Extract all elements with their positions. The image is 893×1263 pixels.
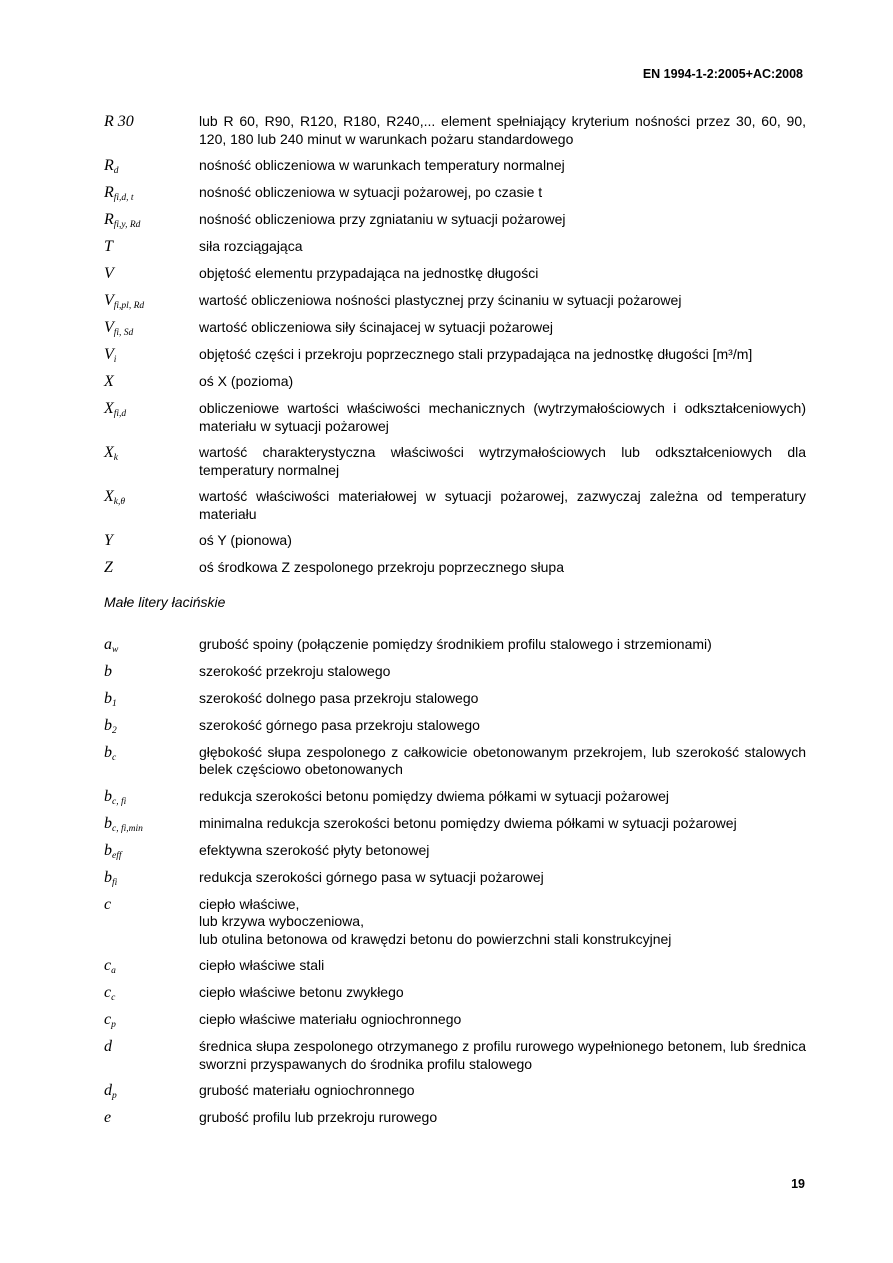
definition-line: grubość profilu lub przekroju rurowego xyxy=(199,1109,438,1125)
symbol-base: d xyxy=(104,1038,112,1055)
definition-line: szerokość przekroju stalowego xyxy=(199,662,391,679)
symbol-base: V xyxy=(104,265,114,282)
definition-text xyxy=(199,690,806,708)
symbol-definitions xyxy=(104,113,806,1136)
definition-row xyxy=(104,984,806,1002)
symbol-subscript: fi xyxy=(112,877,118,888)
definition-text xyxy=(199,636,806,654)
lowercase-letters-list xyxy=(104,636,806,1128)
definition-line: szerokość dolnego pasa przekroju stalowego xyxy=(199,689,479,706)
definition-line: grubość spoiny (połączenie pomiędzy środnikiem profilu stalowego i strzemionami) xyxy=(199,635,712,652)
definition-text xyxy=(199,744,806,779)
symbol-subscript: c xyxy=(111,993,116,1003)
definition-row xyxy=(104,869,806,887)
symbol xyxy=(104,1082,199,1100)
definition-row xyxy=(104,788,806,806)
definition-row xyxy=(104,184,806,202)
definition-text xyxy=(199,346,806,364)
definition-line: oś środkowa Z zespolonego przekroju poprzecznego słupa xyxy=(199,559,564,575)
symbol xyxy=(104,265,199,283)
definition-line: lub R 60, R90, R120, R180, R240,... element spełniający kryterium nośności przez 30, 60, 90, 120, 180 lub 240 minut w warunkach pożaru standardowego xyxy=(199,113,806,147)
symbol-base: Y xyxy=(104,532,113,549)
symbol xyxy=(104,346,199,364)
definition-line: głębokość słupa zespolonego z całkowicie obetonowanym przekrojem, lub szerokość stalowych belek częściowo obetonowanych xyxy=(199,743,806,777)
definition-row xyxy=(104,265,806,283)
definition-text xyxy=(199,788,806,806)
definition-row xyxy=(104,488,806,523)
definition-row xyxy=(104,238,806,256)
definition-text xyxy=(199,815,806,833)
definition-text xyxy=(199,1082,806,1100)
symbol-subscript: fi,d, t xyxy=(113,193,134,203)
definition-text xyxy=(199,400,806,435)
definition-text xyxy=(199,842,806,860)
symbol xyxy=(104,663,199,681)
symbol xyxy=(104,744,199,779)
definition-text xyxy=(199,869,806,887)
definition-line: ciepło właściwe, xyxy=(199,895,300,912)
definition-row xyxy=(104,400,806,435)
definition-text xyxy=(199,984,806,1002)
definition-line: lub krzywa wyboczeniowa, xyxy=(199,913,364,929)
symbol-base: d xyxy=(104,1082,112,1099)
definition-text xyxy=(199,663,806,681)
definition-text xyxy=(199,184,806,202)
symbol xyxy=(104,815,199,833)
definition-row xyxy=(104,1011,806,1029)
definition-line: objętość elementu przypadająca na jednostkę długości xyxy=(199,265,539,281)
definition-line: ciepło właściwe betonu zwykłego xyxy=(199,984,404,1000)
symbol-base: V xyxy=(104,319,114,336)
symbol-base: X xyxy=(104,488,114,505)
definition-line: lub otulina betonowa od krawędzi betonu do powierzchni stali konstrukcyjnej xyxy=(199,930,672,947)
definition-row xyxy=(104,663,806,681)
symbol-base: e xyxy=(104,1109,112,1126)
symbol xyxy=(104,690,199,708)
symbol-subscript: eff xyxy=(112,850,122,861)
symbol-base: b xyxy=(104,743,112,761)
symbol-subscript: k,θ xyxy=(113,497,126,507)
symbol-base: c xyxy=(104,1011,112,1028)
definition-row xyxy=(104,346,806,364)
symbol-base: R 30 xyxy=(104,113,134,130)
definition-row xyxy=(104,157,806,175)
symbol xyxy=(104,896,199,949)
definition-text xyxy=(199,1038,806,1073)
definition-line: objętość części i przekroju poprzecznego stali przypadająca na jednostkę długości [m³/m] xyxy=(199,346,753,362)
symbol xyxy=(104,488,199,523)
symbol xyxy=(104,184,199,202)
symbol xyxy=(104,532,199,550)
definition-line: ciepło właściwe materiału ogniochronnego xyxy=(199,1011,462,1027)
definition-line: nośność obliczeniowa w warunkach temperatury normalnej xyxy=(199,157,565,173)
definition-line: redukcja szerokości górnego pasa w sytuacji pożarowej xyxy=(199,868,544,885)
definition-row xyxy=(104,444,806,479)
symbol xyxy=(104,636,199,654)
definition-row xyxy=(104,690,806,708)
symbol xyxy=(104,444,199,479)
definition-line: efektywna szerokość płyty betonowej xyxy=(199,841,430,858)
definition-line: wartość charakterystyczna właściwości wytrzymałościowych lub odkształceniowych dla temperatury normalnej xyxy=(199,444,806,478)
definition-row xyxy=(104,1082,806,1100)
definition-row xyxy=(104,211,806,229)
definition-text xyxy=(199,717,806,735)
symbol-subscript: p xyxy=(111,1020,116,1030)
symbol xyxy=(104,842,199,860)
symbol xyxy=(104,113,199,148)
definition-line: grubość materiału ogniochronnego xyxy=(199,1082,415,1098)
definition-text xyxy=(199,532,806,550)
definition-row xyxy=(104,815,806,833)
symbol xyxy=(104,1011,199,1029)
symbol-subscript: k xyxy=(113,453,118,463)
definition-text xyxy=(199,559,806,577)
symbol xyxy=(104,984,199,1002)
definition-line: ciepło właściwe stali xyxy=(199,957,325,973)
definition-line: nośność obliczeniowa w sytuacji pożarowej, po czasie t xyxy=(199,184,543,200)
definition-text xyxy=(199,1109,806,1127)
symbol-base: b xyxy=(104,814,112,832)
definition-row xyxy=(104,842,806,860)
symbol-base: a xyxy=(104,635,112,653)
symbol xyxy=(104,157,199,175)
symbol xyxy=(104,400,199,435)
symbol-base: b xyxy=(104,662,112,680)
page-number: 19 xyxy=(791,1177,805,1191)
definition-text xyxy=(199,157,806,175)
symbol-subscript: fi,pl, Rd xyxy=(113,301,145,311)
definition-row xyxy=(104,717,806,735)
symbol-base: X xyxy=(104,400,114,417)
definition-row xyxy=(104,292,806,310)
symbol-subscript: fi,y, Rd xyxy=(113,220,141,230)
definition-row xyxy=(104,319,806,337)
definition-line: minimalna redukcja szerokości betonu pomiędzy dwiema półkami w sytuacji pożarowej xyxy=(199,814,737,831)
symbol xyxy=(104,211,199,229)
definition-text xyxy=(199,896,806,949)
document-code-header: EN 1994-1-2:2005+AC:2008 xyxy=(642,67,803,81)
definition-row xyxy=(104,1038,806,1073)
definition-row xyxy=(104,113,806,148)
definition-line: oś X (pozioma) xyxy=(199,373,294,389)
symbol-base: b xyxy=(104,787,112,805)
definition-text xyxy=(199,444,806,479)
symbol-base: c xyxy=(104,957,112,974)
definition-line: wartość obliczeniowa nośności plastycznej przy ścinaniu w sytuacji pożarowej xyxy=(199,292,682,308)
definition-line: średnica słupa zespolonego otrzymanego z profilu rurowego wypełnionego betonem, lub średnica sworzni przyspawanych do środnika profilu stalowego xyxy=(199,1038,806,1072)
definition-line: redukcja szerokości betonu pomiędzy dwiema półkami w sytuacji pożarowej xyxy=(199,787,669,804)
symbol-subscript: fi, Sd xyxy=(113,328,134,338)
symbol xyxy=(104,238,199,256)
symbol xyxy=(104,957,199,975)
symbol-base: b xyxy=(104,689,112,707)
symbol-subscript: p xyxy=(112,1091,117,1101)
symbol-subscript: d xyxy=(113,166,119,176)
definition-row xyxy=(104,559,806,577)
symbol-base: V xyxy=(104,346,114,363)
definition-text xyxy=(199,488,806,523)
symbol xyxy=(104,319,199,337)
symbol-base: R xyxy=(104,184,114,201)
definition-row xyxy=(104,373,806,391)
symbol-base: R xyxy=(104,157,114,174)
symbol-base: c xyxy=(104,895,112,913)
definition-text xyxy=(199,211,806,229)
symbol xyxy=(104,373,199,391)
symbol xyxy=(104,788,199,806)
symbol-base: c xyxy=(104,984,112,1001)
definition-line: szerokość górnego pasa przekroju stalowego xyxy=(199,716,480,733)
section-title: Małe litery łacińskie xyxy=(104,594,226,610)
capital-letters-list xyxy=(104,113,806,577)
symbol xyxy=(104,869,199,887)
symbol-subscript: w xyxy=(112,644,119,655)
definition-line: wartość obliczeniowa siły ścinajacej w sytuacji pożarowej xyxy=(199,319,554,335)
symbol-subscript: 2 xyxy=(112,725,117,736)
symbol-base: b xyxy=(104,716,112,734)
definition-line: siła rozciągająca xyxy=(199,238,303,254)
symbol xyxy=(104,717,199,735)
symbol-subscript: c xyxy=(112,752,117,763)
definition-row xyxy=(104,896,806,949)
symbol xyxy=(104,1038,199,1073)
definition-row xyxy=(104,1109,806,1127)
symbol-base: R xyxy=(104,211,114,228)
definition-text xyxy=(199,113,806,148)
symbol-base: X xyxy=(104,373,114,390)
symbol-base: X xyxy=(104,444,114,461)
symbol-base: Z xyxy=(104,559,113,576)
definition-line: wartość właściwości materiałowej w sytuacji pożarowej, zazwyczaj zależna od temperatury materiału xyxy=(199,488,806,522)
definition-text xyxy=(199,1011,806,1029)
definition-row xyxy=(104,744,806,779)
symbol-subscript: a xyxy=(111,966,116,976)
definition-text xyxy=(199,292,806,310)
definition-row xyxy=(104,957,806,975)
symbol xyxy=(104,559,199,577)
symbol xyxy=(104,1109,199,1127)
definition-text xyxy=(199,957,806,975)
definition-text xyxy=(199,238,806,256)
symbol-subscript: 1 xyxy=(112,698,117,709)
definition-text xyxy=(199,373,806,391)
definition-line: nośność obliczeniowa przy zgniataniu w sytuacji pożarowej xyxy=(199,211,566,227)
symbol-subscript: c, fi xyxy=(112,796,127,807)
symbol-base: T xyxy=(104,238,113,255)
definition-line: oś Y (pionowa) xyxy=(199,532,292,548)
definition-line: obliczeniowe wartości właściwości mechanicznych (wytrzymałościowych i odkształceniowych) materiału w sytuacji pożarowej xyxy=(199,400,806,434)
symbol-base: b xyxy=(104,841,112,859)
symbol-subscript: i xyxy=(113,355,117,365)
definition-text xyxy=(199,265,806,283)
definition-row xyxy=(104,636,806,654)
symbol xyxy=(104,292,199,310)
symbol-base: V xyxy=(104,292,114,309)
symbol-subscript: c, fi,min xyxy=(112,823,143,834)
symbol-subscript: fi,d xyxy=(113,409,127,419)
definition-text xyxy=(199,319,806,337)
symbol-base: b xyxy=(104,868,112,886)
definition-row xyxy=(104,532,806,550)
